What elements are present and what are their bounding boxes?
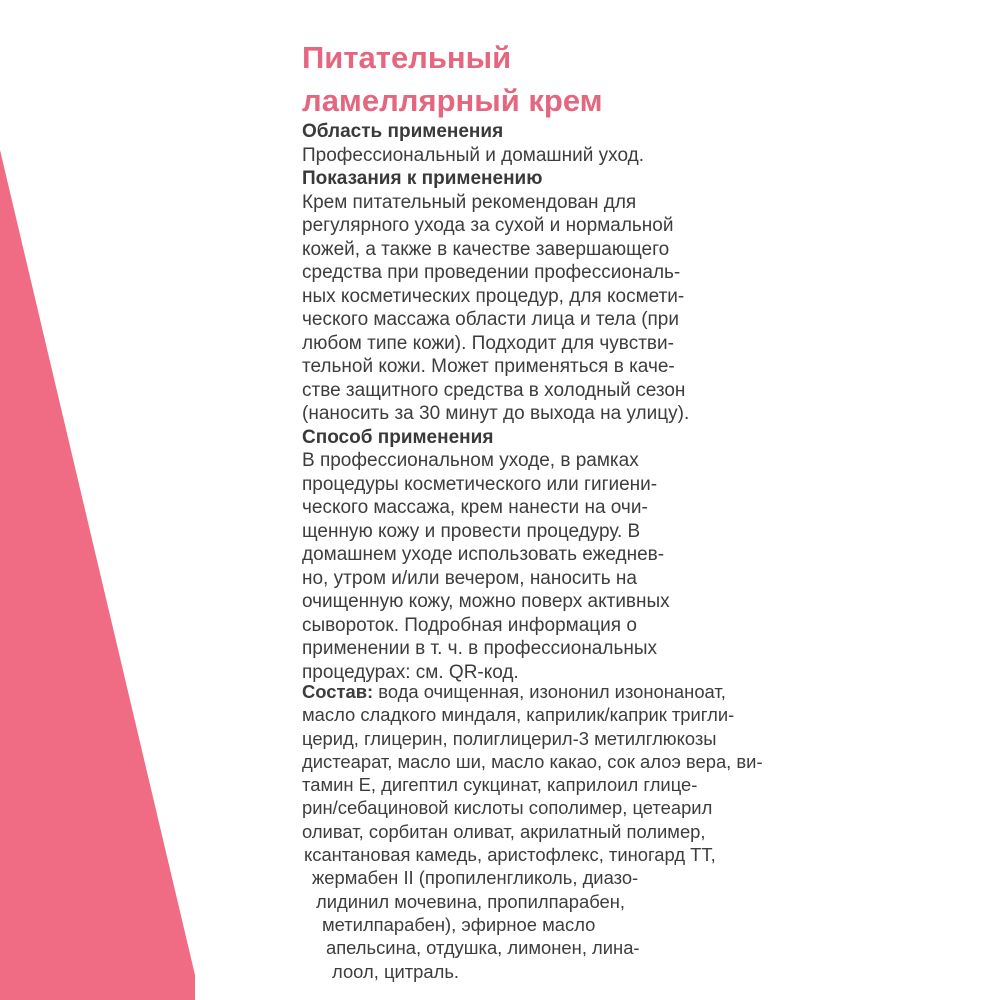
method-line: домашнем уходе использовать ежеднев- bbox=[302, 544, 665, 565]
method-line: В профессиональном уходе, в рамках bbox=[302, 450, 639, 471]
description-block bbox=[302, 120, 862, 684]
composition-first-text: вода очищенная, изононил изононаноат, bbox=[373, 681, 726, 702]
indications-line: Крем питательный рекомендован для bbox=[302, 191, 637, 213]
indications-line: средства при проведении профессиональ- bbox=[302, 262, 681, 283]
composition-line: лоол, цитраль. bbox=[332, 960, 460, 982]
composition-line: масло сладкого миндаля, каприлик/каприк тригли- bbox=[302, 704, 735, 726]
indications-line: ческого массажа области лица и тела (при bbox=[302, 309, 679, 330]
indications-line: любом типе кожи). Подходит для чувстви- bbox=[302, 332, 674, 354]
method-line: очищенную кожу, можно поверх активных bbox=[302, 591, 670, 612]
method-heading: Способ применения bbox=[302, 426, 494, 448]
method-line: но, утром и/или вечером, наносить на bbox=[302, 567, 637, 589]
composition-line: тамин Е, дигептил сукцинат, каприлоил глице- bbox=[302, 774, 698, 796]
method-line: процедуры косметического или гигиени- bbox=[302, 473, 658, 495]
title-line-2: ламеллярный крем bbox=[302, 83, 603, 118]
method-line: ческого массажа, крем нанести на очи- bbox=[302, 497, 648, 518]
method-line: применении в т. ч. в профессиональных bbox=[302, 638, 658, 659]
composition-line: лидинил мочевина, пропилпарабен, bbox=[316, 890, 626, 912]
indications-line: (наносить за 30 минут до выхода на улицу). bbox=[302, 403, 690, 424]
composition-line: жермабен II (пропиленгликоль, диазо- bbox=[312, 867, 639, 889]
method-line: процедурах: см. QR-код. bbox=[302, 661, 519, 683]
pink-band-shape bbox=[0, 150, 195, 1000]
indications-line: регулярного ухода за сухой и нормальной bbox=[302, 215, 674, 236]
indications-heading: Показания к применению bbox=[302, 168, 543, 189]
product-title bbox=[302, 36, 862, 122]
composition-label: Состав: bbox=[302, 681, 374, 702]
method-line: щенную кожу и провести процедуру. В bbox=[302, 520, 641, 542]
indications-line: ных косметических процедур, для космети- bbox=[302, 285, 685, 307]
area-heading: Область применения bbox=[302, 121, 504, 142]
composition-line: метилпарабен), эфирное масло bbox=[322, 913, 596, 935]
indications-line: стве защитного средства в холодный сезон bbox=[302, 379, 686, 401]
method-line: сывороток. Подробная информация о bbox=[302, 614, 637, 636]
composition-line: рин/себациновой кислоты сополимер, цетеарил bbox=[302, 797, 713, 819]
composition-line: ксантановая камедь, аристофлекс, тиногард ТТ, bbox=[304, 844, 716, 866]
composition-block bbox=[302, 680, 902, 983]
composition-line: дистеарат, масло ши, масло какао, сок алоэ вера, ви- bbox=[302, 750, 763, 772]
composition-line: церид, глицерин, полиглицерил-3 метилглюкозы bbox=[302, 727, 717, 749]
composition-line bbox=[302, 680, 902, 703]
indications-line: кожей, а также в качестве завершающего bbox=[302, 238, 670, 260]
composition-line: апельсина, отдушка, лимонен, лина- bbox=[326, 937, 640, 959]
indications-line: тельной кожи. Может применяться в каче- bbox=[302, 356, 675, 377]
title-line-1: Питательный bbox=[302, 40, 512, 75]
area-line: Профессиональный и домашний уход. bbox=[302, 144, 644, 166]
composition-line: оливат, сорбитан оливат, акрилатный полимер, bbox=[302, 820, 706, 842]
